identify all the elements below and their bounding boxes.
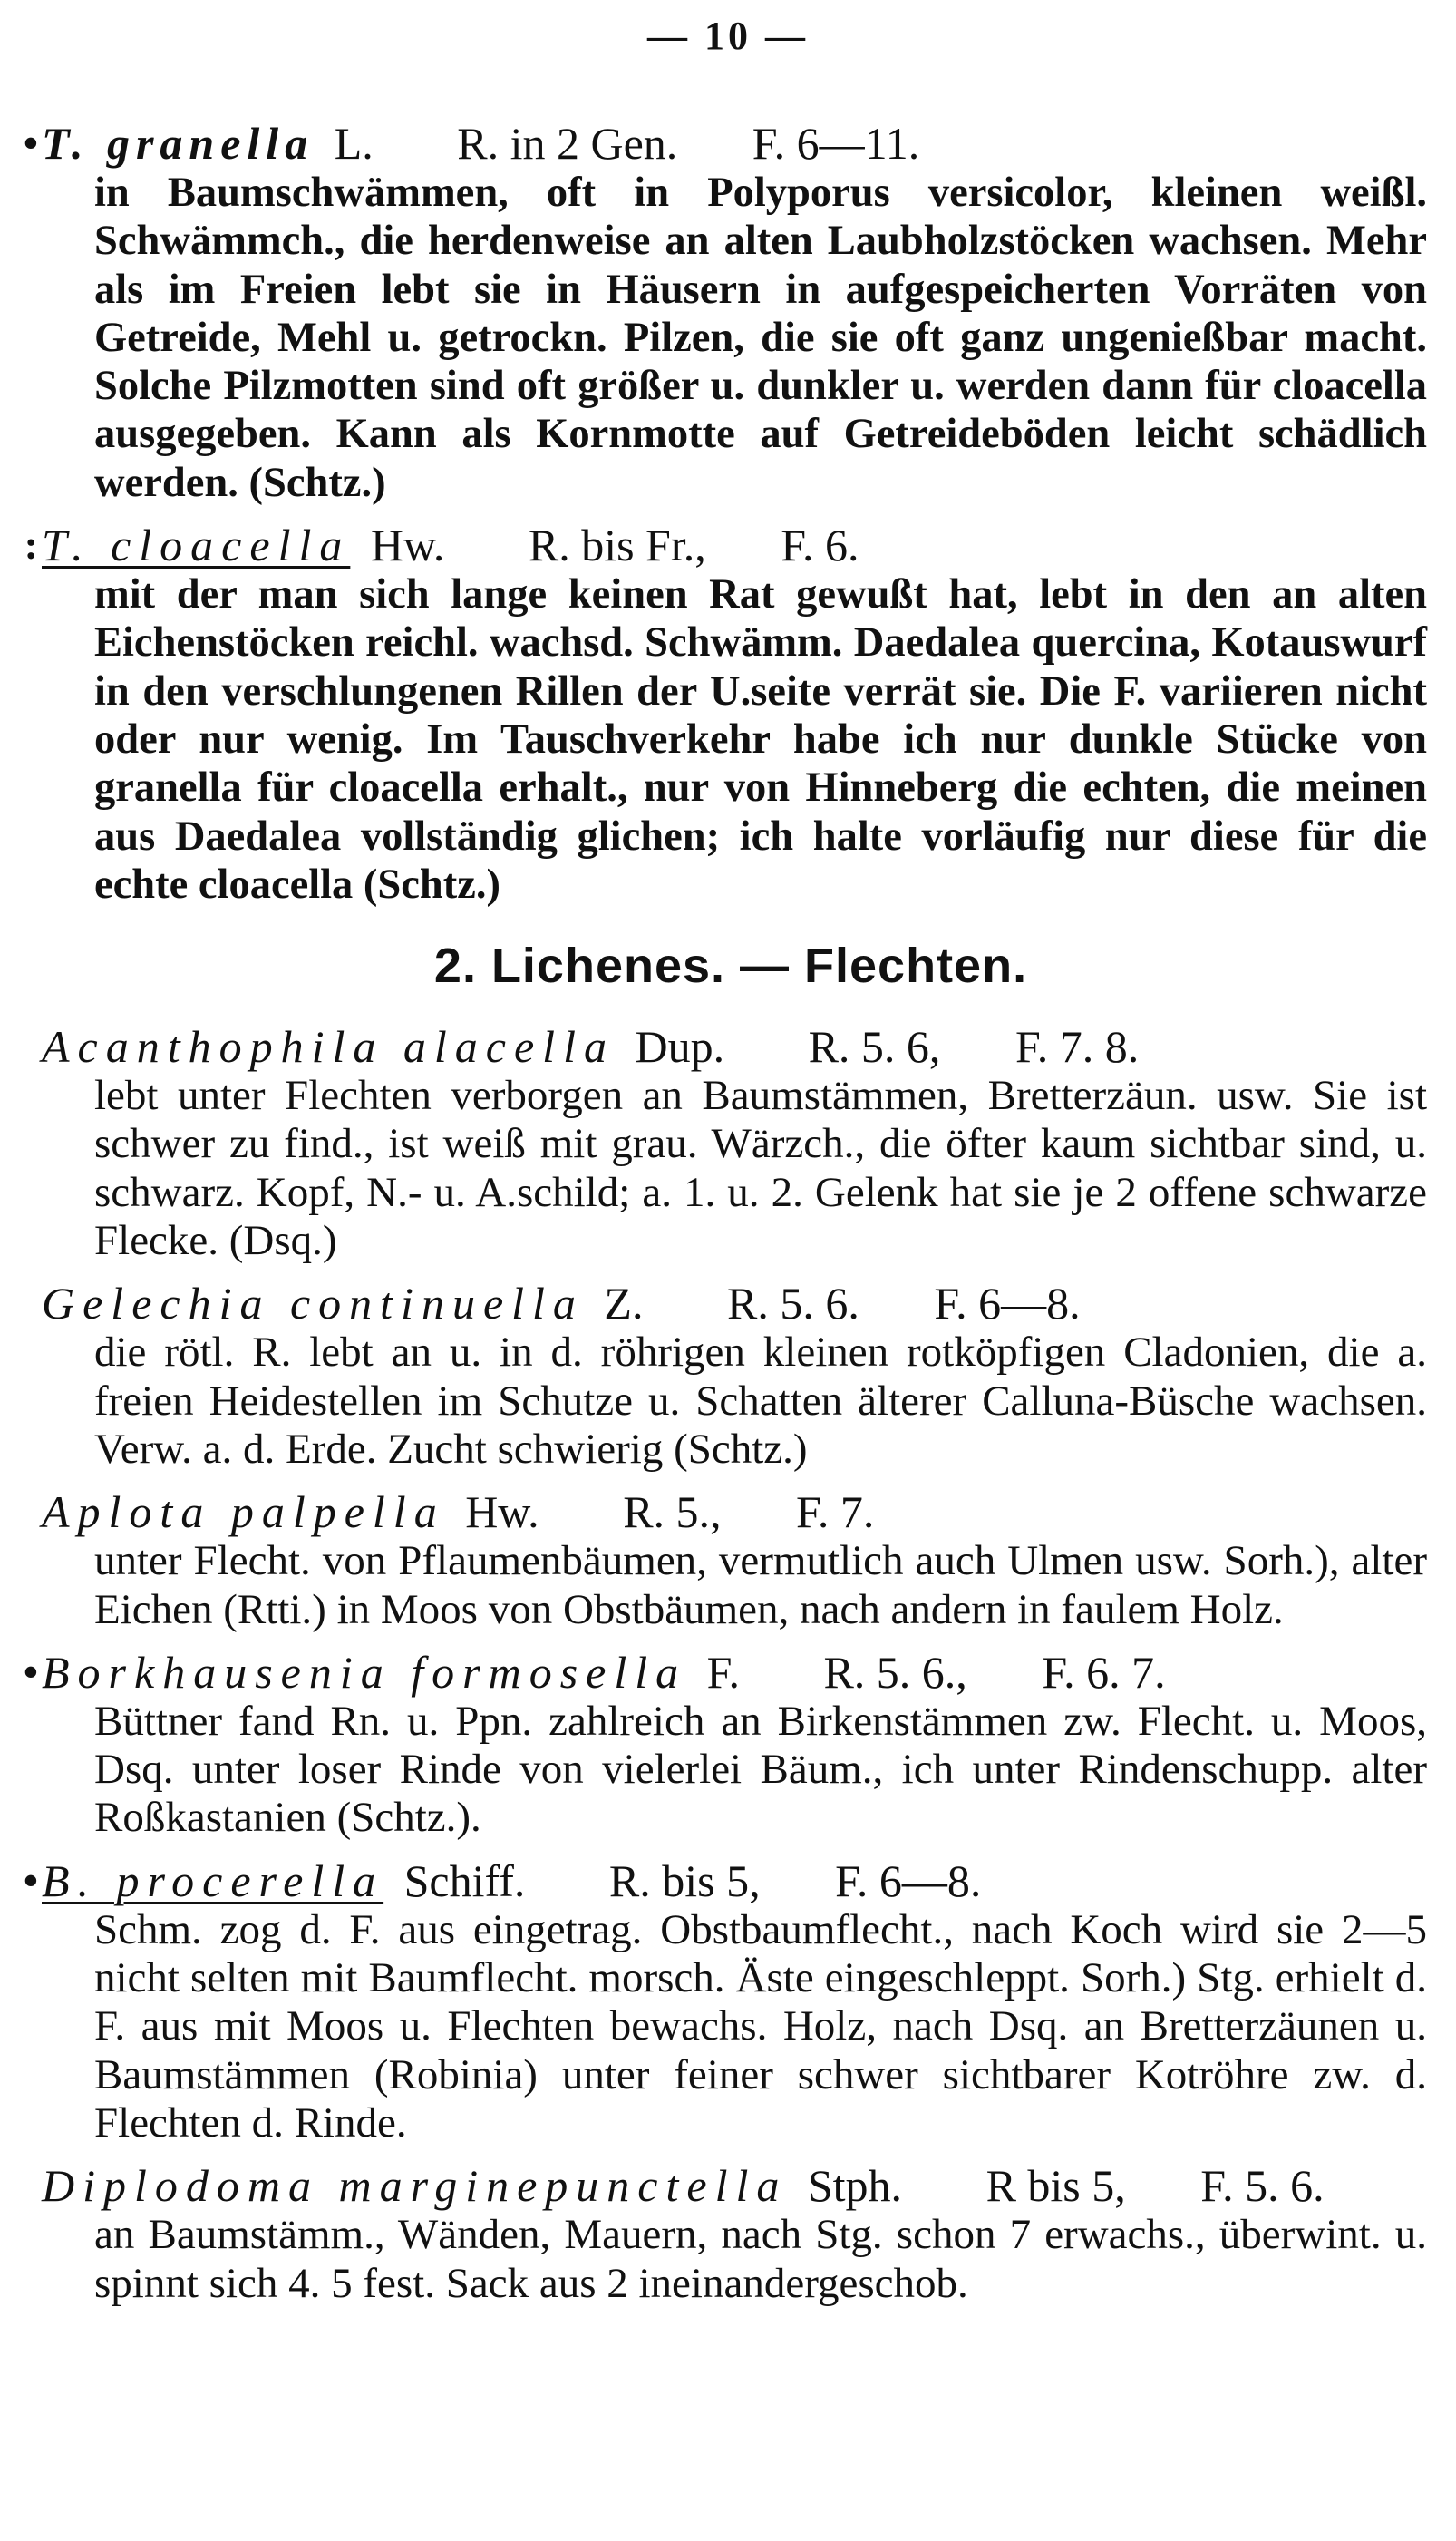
species-entry <box>23 1646 1427 1843</box>
entry-header <box>42 1021 1420 1072</box>
species-author: Stph. <box>807 2160 903 2212</box>
species-entry <box>42 1021 1427 1265</box>
entry-header <box>23 1855 1420 1906</box>
larva-period: R. in 2 Gen. <box>457 118 678 169</box>
species-entry <box>42 1486 1427 1634</box>
species-name: T. granella <box>42 118 315 169</box>
flight-period: F. 7. <box>796 1486 875 1538</box>
larva-period: R. bis 5, <box>608 1855 761 1906</box>
marker-bullet: • <box>23 1648 38 1695</box>
species-author: F. <box>706 1646 740 1698</box>
flight-period: F. 6. <box>781 520 859 571</box>
larva-period: R bis 5, <box>985 2160 1126 2212</box>
page-content <box>23 118 1427 2321</box>
page-number: — 10 — <box>647 14 809 58</box>
larva-period: R. 5. 6., <box>823 1646 967 1698</box>
species-name: B. procerella <box>42 1855 384 1906</box>
flight-period: F. 7. 8. <box>1014 1021 1140 1073</box>
marker-colon: : <box>24 521 38 569</box>
species-entry <box>42 2160 1427 2308</box>
species-author: Dup. <box>635 1021 725 1073</box>
entry-description: in Baumschwämmen, oft in Polyporus versicolor, kleinen weißl. Schwämmch., die herdenweise an alten Laubholzstöcken wachsen. Mehr als im Freien lebt sie in Häusern in aufgespeicherten Vorräten von Getreide, Mehl u. getrockn. Pilzen, die sie oft ganz ungenießbar macht. Solche Pilzmotten sind oft größer u. dunkler u. werden dann für cloacella ausgegeben. Kann als Kornmotte auf Getreideböden leicht schädlich werden. (Schtz.) <box>94 170 1427 506</box>
section-title: 2. Lichenes. — Flechten. <box>433 939 1028 994</box>
species-name: Aplota palpella <box>42 1486 445 1538</box>
entry-header <box>42 1486 1420 1537</box>
entry-header <box>42 2160 1420 2211</box>
entry-description: Büttner fand Rn. u. Ppn. zahlreich an Birkenstämmen zw. Flecht. u. Moos, Dsq. unter loser Rinde von vielerlei Bäum., ich unter Rindenschupp. alter Roßkastanien (Schtz.). <box>94 1697 1427 1842</box>
species-entry <box>24 520 1427 909</box>
species-author: L. <box>334 118 374 169</box>
flight-period: F. 5. 6. <box>1200 2160 1325 2212</box>
species-author: Z. <box>604 1278 644 1329</box>
entry-header <box>23 1646 1420 1698</box>
larva-period: R. 5. 6, <box>808 1021 941 1073</box>
species-name: Acanthophila alacella <box>42 1021 615 1073</box>
species-name: Gelechia continuella <box>42 1278 584 1329</box>
marker-bullet: • <box>23 1856 38 1903</box>
entry-description: an Baumstämm., Wänden, Mauern, nach Stg. schon 7 erwachs., überwint. u. spinnt sich 4. 5 fest. Sack aus 2 ineinandergeschob. <box>94 2211 1427 2307</box>
species-author: Schiff. <box>403 1855 526 1906</box>
species-name: Borkhausenia formosella <box>42 1646 687 1698</box>
larva-period: R. 5., <box>623 1486 722 1538</box>
species-name: Diplodoma marginepunctella <box>42 2160 788 2212</box>
entry-header <box>24 520 1420 571</box>
larva-period: R. 5. 6. <box>726 1278 859 1329</box>
larva-period: R. bis Fr., <box>528 520 706 571</box>
species-entry <box>23 118 1427 507</box>
entry-description: lebt unter Flechten verborgen an Baumstämmen, Bretterzäun. usw. Sie ist schwer zu find., ist weiß mit grau. Wärzch., die öfter kaum sichtbar sind, u. schwarz. Kopf, N.- u. A.schild; a. 1. u. 2. Gelenk hat sie je 2 offene schwarze Flecke. (Dsq.) <box>94 1072 1427 1265</box>
entry-description: mit der man sich lange keinen Rat gewußt hat, lebt in den an alten Eichenstöcken reichl. wachsd. Schwämm. Daedalea quercina, Kotauswurf in den verschlungenen Rillen der U.seite verrät sie. Die F. variieren nicht oder nur wenig. Im Tauschverkehr habe ich nur dunkle Stücke von granella für cloacella erhalt., nur von Hinneberg die echten, die meinen aus Daedalea vollständig glichen; ich halte vorläufig nur diese für die echte cloacella (Schtz.) <box>94 571 1427 908</box>
entry-description: unter Flecht. von Pflaumenbäumen, vermutlich auch Ulmen usw. Sorh.), alter Eichen (Rtti.) in Moos von Obstbäumen, nach andern in faulem Holz. <box>94 1537 1427 1633</box>
entry-description: Schm. zog d. F. aus eingetrag. Obstbaumflecht., nach Koch wird sie 2—5 nicht selten mit Baumflecht. morsch. Äste eingeschleppt. Sorh.) Stg. erhielt d. F. aus mit Moos u. Flechten bewachs. Holz, nach Dsq. an Bretterzäunen u. Baumstämmen (Robinia) unter feiner schwer sichtbarer Kotröhre zw. d. Flechten d. Rinde. <box>94 1905 1427 2147</box>
entry-header <box>23 118 1420 169</box>
flight-period: F. 6—8. <box>934 1278 1081 1329</box>
species-entry <box>42 1278 1427 1474</box>
flight-period: F. 6—8. <box>835 1855 982 1906</box>
species-author: Hw. <box>465 1486 539 1538</box>
entry-header <box>42 1278 1420 1329</box>
entry-description: die rötl. R. lebt an u. in d. röhrigen kleinen rotköpfigen Cladonien, die a. freien Heidestellen im Schutze u. Schatten älterer Calluna-Büsche wachsen. Verw. a. d. Erde. Zucht schwierig (Schtz.) <box>94 1329 1427 1473</box>
species-entry <box>23 1855 1427 2147</box>
flight-period: F. 6. 7. <box>1042 1646 1166 1698</box>
marker-bullet: • <box>23 120 38 166</box>
flight-period: F. 6—11. <box>752 118 920 169</box>
species-name: T. cloacella <box>42 520 351 571</box>
species-author: Hw. <box>370 520 445 571</box>
